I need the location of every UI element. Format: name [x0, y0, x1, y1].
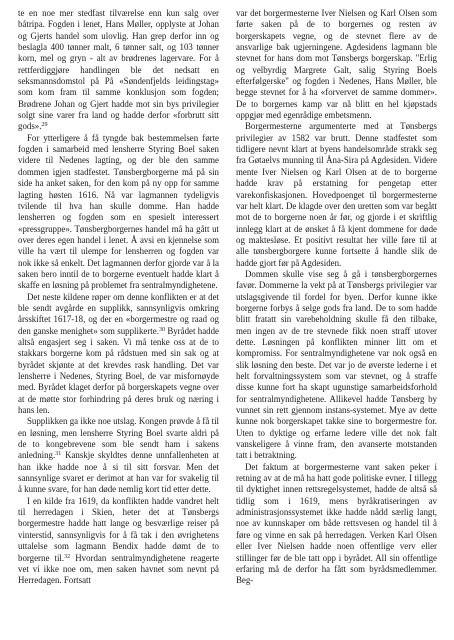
- paragraph: [236, 269, 437, 462]
- paragraph-text: Kanskje skyldtes denne unnfallenheten at han ikke hadde noe å si til sitt forsvar. Men det sannsynlige svaret er derimot at han var for svakelig til å kunne svare, for han døde nemlig kort tid etter dette.: [18, 450, 219, 495]
- paragraph-text: Dommen skulle vise seg å gå i tønsbergborgernes favør. Dommerne la vekt på at Tønsbergs privilegier var utslagsgivende til fordel for byen. Derfor kunne ikke borgerne forbys å selge gods fra land. De to som hadde blitt fratatt sin varebeholdning skulle få den tilbake, men ingen av de tre stevnede fikk noen straff utover dette. Løsningen på konflikten minner litt om et kompromiss. For sentralmyndighetene var nok også en slik løsning den beste. Det var jo de øverste lederne i et helt forvaltningssystem som var stevnet, og å straffe disse kunne fort ha skapt ugunstige samarbeidsforhold for sentralmyndighetene. Allikevel hadde Tønsberg by vunnet sin rett gjennom instans-systemet. Mye av dette kunne nok borgerskapet takke sine to borgermestre for. Uten to dyktige og erfarne ledere ville det nok falt vanskeligere å vinne fram, den avanserte motstanden tatt i betraktning.: [236, 268, 437, 461]
- paragraph-text: te en noe mer stedfast tilværelse enn kun salg over båtripa. Fogden i lenet, Hans Møller, opplyste at Johan og Gjerts handel som ulovlig. Han grep derfor inn og beslagla 400 tønner malt, 6 tønner salt, og 103 tønner korn, mel og gryn - alt av brødrenes lagervare. For å rettferdiggjøre handlingen ble det nedsatt en seksmannsdomstol på På «Søndenfjelds leidingstag» som kom fram til samme konklusjon som fogden; Brødrene Johan og Gjert hadde mot sin bys privilegier solgt sine varer fra land og hadde derfor «forbrutt sitt gods».: [18, 8, 219, 132]
- paragraph-text: Hvordan sentralmyndighetene reagerte vet vi ikke noe om, men saken havnet som nevnt på Herredagen. Fortsatt: [18, 552, 219, 586]
- paragraph-text: I en kilde fra 1619, da konflikten hadde vandret helt til herredagen i Skien, heter det at Tønsbergs borgermestre hadde hatt lange og besværlige reiser på vinterstid, sannsynligvis for å få tak i den øvrighetens uttalelse som lagmann Bendix hadde dømt de to borgerne til.: [18, 495, 219, 563]
- paragraph-text: For ytterligere å få tyngde bak bestemmelsen førte fogden i samarbeid med lensherre Styring Boel saken videre til Nedenes lagting, og der ble den samme dommen igjen stadfestet. Tønsbergborgerne må på sin side ha anket saken, for den kom på ny opp for samme lagting høsten 1616. Nå var lagmannen tydeligvis tvilende til hva han skulle domme. Han hadde lensherren og fogden som en spesielt interessert «pressgruppe». Tønsbergborgernes handel må ha gått ut over deres egen handel i lenet. Å avsi en kjennelse som ville ha vært til ulempe for lensherren og fogden var nok ikke så enkelt. Det lagmannen derfor gjorde var å la saken bero inntil de to borgerne eventuelt hadde klart å skaffe en løsning på problemet fra sentralmyndighetene.: [18, 132, 219, 291]
- paragraph: [18, 292, 219, 417]
- left-column: [18, 8, 219, 640]
- right-column: [236, 8, 437, 640]
- paragraph: [236, 121, 437, 268]
- footnote-reference: 30: [158, 326, 165, 333]
- footnote-reference: 29: [41, 122, 48, 129]
- paragraph: [236, 8, 437, 121]
- footnote-reference: 32: [64, 553, 71, 560]
- paragraph: [236, 462, 437, 587]
- paragraph-text: Det faktum at borgermesterne vant saken peker i retning av at de må ha hatt gode politiske evner. I tillegg til dyktighet innen rettsregelsystemet, hadde de altså så tidlig som i 1619, mens byråkratiseringen av administrasjonssystemet ikke hadde nådd særlig langt, noe av kunnskaper om både rettsvesen og handel til å føre og vinne en sak på herredagen. Verken Karl Olsen eller Iver Nielsen hadde noen offentlige verv eller stillinger før de ble tatt opp i byrådet. All sin offentlige erfaring må de derfor ha fått som byrådsmedlemmer. Beg-: [236, 461, 437, 586]
- paragraph: [18, 496, 219, 587]
- footnote-reference: 31: [55, 451, 62, 458]
- paragraph-text: Byrådet hadde altså engasjert seg i saken. Vi må tenke oss at de to stakkars borgerne kom på rådstuen med sin sak og at byrådet skjønte at det krevdes rask handling. Det var lensherre i Nedenes, Styring Boel, de var misfornøyde med. Byrådet klaget derfor på borgerskapets vegne over at de møtte stor forhindring på deres bruk og næring i hans len.: [18, 325, 219, 416]
- paragraph-text: Det neste kildene røper om denne konflikten er at det ble sendt avgårde en supplikk, sannsynligvis omkring årsskiftet 1617-18, og der en «borgermestre og raad og den ganske menighet» som supplikerte.: [18, 291, 219, 336]
- paragraph: [18, 416, 219, 495]
- paragraph-text: var det borgermesterne Iver Nielsen og Karl Olsen som førte saken på de to borgernes og resten av borgerskapets vegne, og de stevnet flere av de ansvarlige bak ugjerningene. Agdesidens lagmann ble stevnet for hans dom mot Tønsbergs borgerskap. "Erlig og velbyrdig Margrete Galt, salig Styring Boels efterfølgerske" og fogden i Nedenes, Hans Møller, ble begge stevnet for å ha «forvervet de samme dommer». De to borgernes kamp var nå blitt en hel kjøpstads oppgjør med egenrådige embetsmenn.: [236, 8, 437, 121]
- paragraph: [18, 133, 219, 292]
- paragraph-text: Supplikken ga ikke noe utslag. Kongen prøvde å få til en løsning, men lensherre Styring Boel svarte aldri på de to kongebrevene som ble sendt ham i sakens anledning.: [18, 416, 219, 461]
- paragraph: [18, 8, 219, 133]
- paragraph-text: Borgermesterne argumenterte med at Tønsbergs privilegier av 1582 var brutt. Denne stadfestet som tidligere nevnt klart at byens handelsområde strakk seg fra Gøtaelvs munning til Åna-Sira på Agdesiden. Videre mente Iver Nielsen og Karl Olsen at de to borgerne hadde krav på erstatning for pengetap etter varekonfiskasjonen. Hovedpoenget til borgermesterne var helt klart. De klagde over den uretten som var begått mot de to borgerne noen år før, og gjorde i et skriftlig innlegg klart at de ønsket å få kjent dommene for døde og maktesløse. Et positivt resultat her ville føre til at alle tønsbergborgere kunne fortsette å handle slik de hadde gjort før på Agdesiden.: [236, 121, 437, 268]
